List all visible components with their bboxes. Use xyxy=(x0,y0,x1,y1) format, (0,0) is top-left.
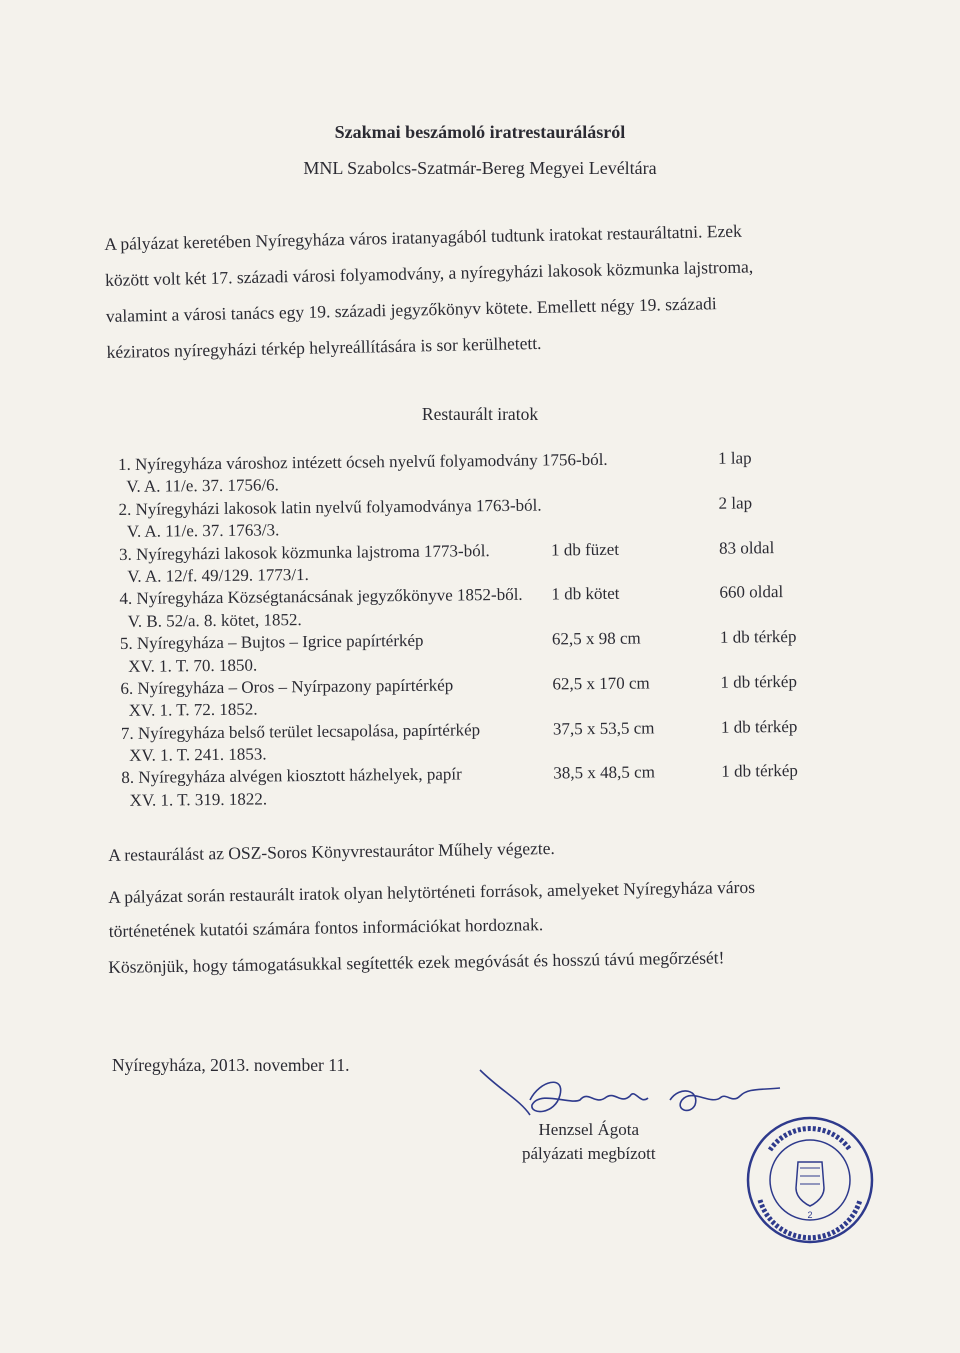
item-reference: XV. 1. T. 70. 1850. xyxy=(128,655,258,676)
item-quantity: 38,5 x 48,5 cm xyxy=(553,762,655,783)
intro-line: A pályázat keretében Nyíregyháza város iratanyagából tudtunk iratokat restauráltatni. Ezek xyxy=(104,220,742,254)
signer-block xyxy=(522,1118,656,1166)
intro-paragraph xyxy=(104,210,852,370)
item-reference: XV. 1. T. 319. 1822. xyxy=(129,789,268,810)
restorer-note: A restaurálást az OSZ-Soros Könyvrestaurátor Műhely végezte. xyxy=(108,837,555,865)
item-title: 8. Nyíregyháza alvégen kiosztott házhelyek, papír xyxy=(121,764,462,788)
item-title: 7. Nyíregyháza belső terület lecsapolása, papírtérkép xyxy=(120,719,481,743)
item-extent: 1 lap xyxy=(717,448,752,468)
closing-paragraph xyxy=(108,870,756,948)
item-reference: V. B. 52/a. 8. kötet, 1852. xyxy=(127,609,302,631)
item-reference: V. A. 12/f. 49/129. 1773/1. xyxy=(127,564,309,586)
restored-items-list xyxy=(118,447,842,813)
signer-name: Henzsel Ágota xyxy=(538,1120,640,1139)
thanks-line: Köszönjük, hogy támogatásukkal segítették ezek megóvását és hosszú távú megőrzését! xyxy=(108,947,725,977)
closing-line: történetének kutatói számára fontos információkat hordoznak. xyxy=(108,914,544,941)
intro-line: között volt két 17. századi városi folyamodvány, a nyíregyházi lakosok közmunka lajstroma, xyxy=(104,256,754,290)
place-date: Nyíregyháza, 2013. november 11. xyxy=(112,1055,350,1075)
item-title: 1. Nyíregyháza városhoz intézett ócseh nyelvű folyamodvány 1756-ból. xyxy=(118,449,608,474)
intro-line: kéziratos nyíregyházi térkép helyreállítására is sor kerülhetett. xyxy=(106,332,542,362)
item-title: 4. Nyíregyháza Községtanácsának jegyzőkönyve 1852-ből. xyxy=(119,585,523,609)
item-quantity: 1 db kötet xyxy=(551,584,620,604)
item-extent: 1 db térkép xyxy=(721,761,798,782)
item-reference: XV. 1. T. 241. 1853. xyxy=(129,744,267,765)
item-quantity: 62,5 x 98 cm xyxy=(551,628,641,649)
closing-line: A pályázat során restaurált iratok olyan helytörténeti források, amelyeket Nyíregyháza város xyxy=(108,876,756,907)
item-reference: V. A. 11/e. 37. 1763/3. xyxy=(126,520,280,542)
item-extent: 83 oldal xyxy=(718,537,775,558)
item-title: 3. Nyíregyházi lakosok közmunka lajstroma 1773-ból. xyxy=(118,540,490,564)
item-title: 2. Nyíregyházi lakosok latin nyelvű folyamodványa 1763-ból. xyxy=(118,495,542,519)
item-title: 5. Nyíregyháza – Bujtos – Igrice papírtérkép xyxy=(119,630,424,654)
item-quantity: 1 db füzet xyxy=(550,539,620,560)
item-quantity: 62,5 x 170 cm xyxy=(552,673,650,694)
archive-stamp xyxy=(740,1110,880,1250)
section-title: Restaurált iratok xyxy=(421,404,539,424)
document-subtitle: MNL Szabolcs-Szatmár-Bereg Megyei Levéltára xyxy=(303,158,657,178)
item-extent: 1 db térkép xyxy=(719,627,797,647)
item-reference: XV. 1. T. 72. 1852. xyxy=(128,699,258,721)
document-title: Szakmai beszámoló iratrestaurálásról xyxy=(334,122,626,142)
item-extent: 1 db térkép xyxy=(720,671,797,692)
item-extent: 1 db térkép xyxy=(720,716,798,737)
stamp-number: 2 xyxy=(807,1210,813,1220)
item-quantity: 37,5 x 53,5 cm xyxy=(552,718,655,739)
item-extent: 660 oldal xyxy=(719,582,784,603)
item-extent: 2 lap xyxy=(718,493,753,513)
item-title: 6. Nyíregyháza – Oros – Nyírpazony papírtérkép xyxy=(120,675,454,698)
item-reference: V. A. 11/e. 37. 1756/6. xyxy=(126,475,279,497)
intro-line: valamint a városi tanács egy 19. századi jegyzőkönyv kötete. Emellett négy 19. századi xyxy=(105,293,717,326)
signer-role: pályázati megbízott xyxy=(522,1144,656,1163)
